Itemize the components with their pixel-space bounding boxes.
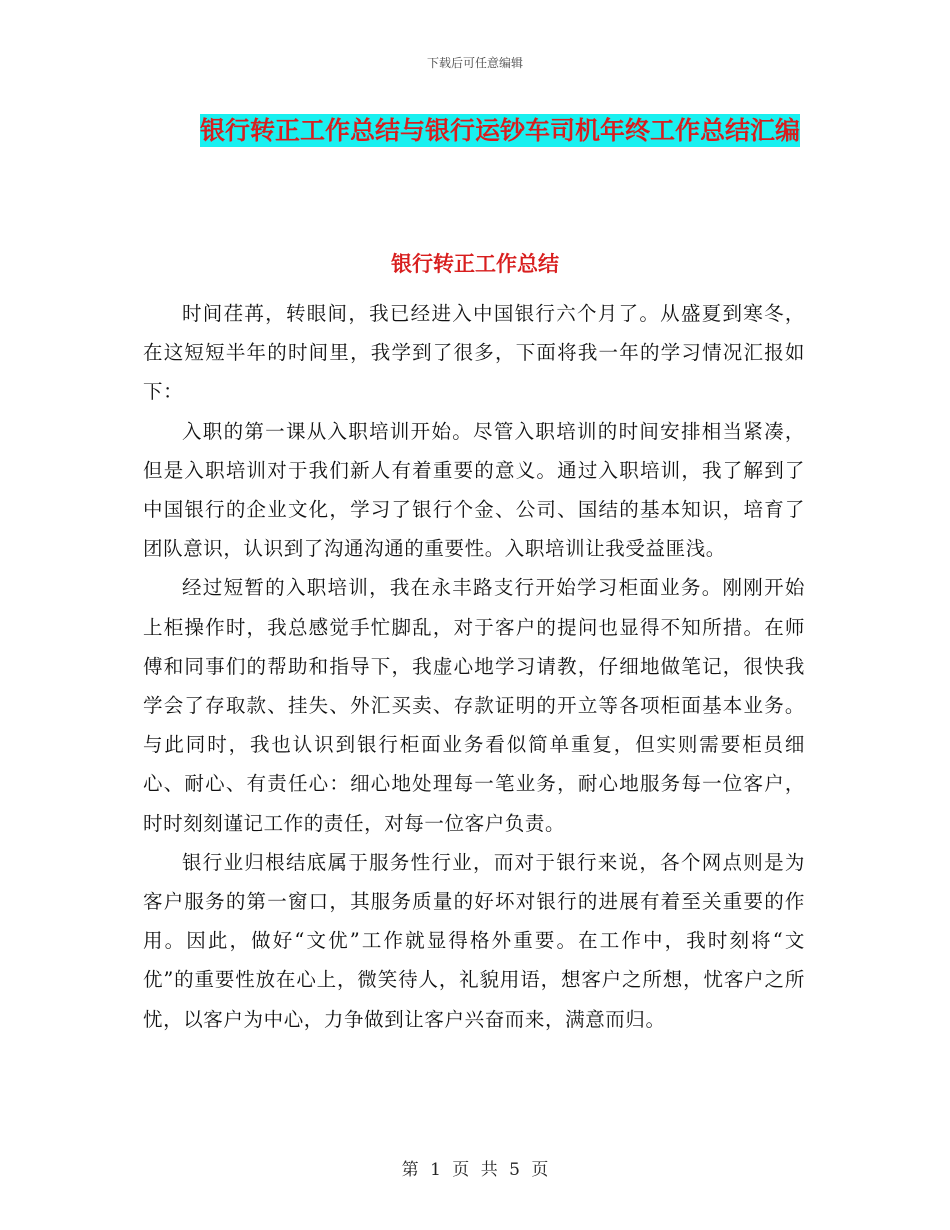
paragraph: 时间荏苒，转眼间，我已经进入中国银行六个月了。从盛夏到寒冬，在这短短半年的时间里，我学到了很多，下面将我一年的学习情况汇报如下： bbox=[143, 302, 805, 404]
document-body bbox=[143, 294, 805, 1039]
paragraph: 经过短暂的入职培训，我在永丰路支行开始学习柜面业务。刚刚开始上柜操作时，我总感觉手忙脚乱，对于客户的提问也显得不知所措。在师傅和同事们的帮助和指导下，我虚心地学习请教，仔细地做笔记，很快我学会了存取款、挂失、外汇买卖、存款证明的开立等各项柜面基本业务。与此同时，我也认识到银行柜面业务看似简单重复，但实则需要柜员细心、耐心、有责任心：细心地处理每一笔业务，耐心地服务每一位客户，时时刻刻谨记工作的责任，对每一位客户负责。 bbox=[143, 576, 805, 835]
page-footer: 第 1 页 共 5 页 bbox=[401, 1160, 549, 1180]
header-note: 下载后可任意编辑 bbox=[426, 56, 523, 70]
document-title-text: 银行转正工作总结与银行运钞车司机年终工作总结汇编 bbox=[199, 116, 800, 145]
section-title: 银行转正工作总结 bbox=[391, 252, 559, 276]
document-title bbox=[190, 110, 810, 152]
paragraph: 银行业归根结底属于服务性行业，而对于银行来说，各个网点则是为客户服务的第一窗口，其服务质量的好坏对银行的进展有着至关重要的作用。因此，做好“文优”工作就显得格外重要。在工作中，我时刻将“文优”的重要性放在心上，微笑待人，礼貌用语，想客户之所想，忧客户之所忧，以客户为中心，力争做到让客户兴奋而来，满意而归。 bbox=[143, 850, 805, 1031]
paragraph: 入职的第一课从入职培训开始。尽管入职培训的时间安排相当紧凑，但是入职培训对于我们新人有着重要的意义。通过入职培训，我了解到了中国银行的企业文化，学习了银行个金、公司、国结的基本知识，培育了团队意识，认识到了沟通沟通的重要性。入职培训让我受益匪浅。 bbox=[143, 419, 805, 561]
